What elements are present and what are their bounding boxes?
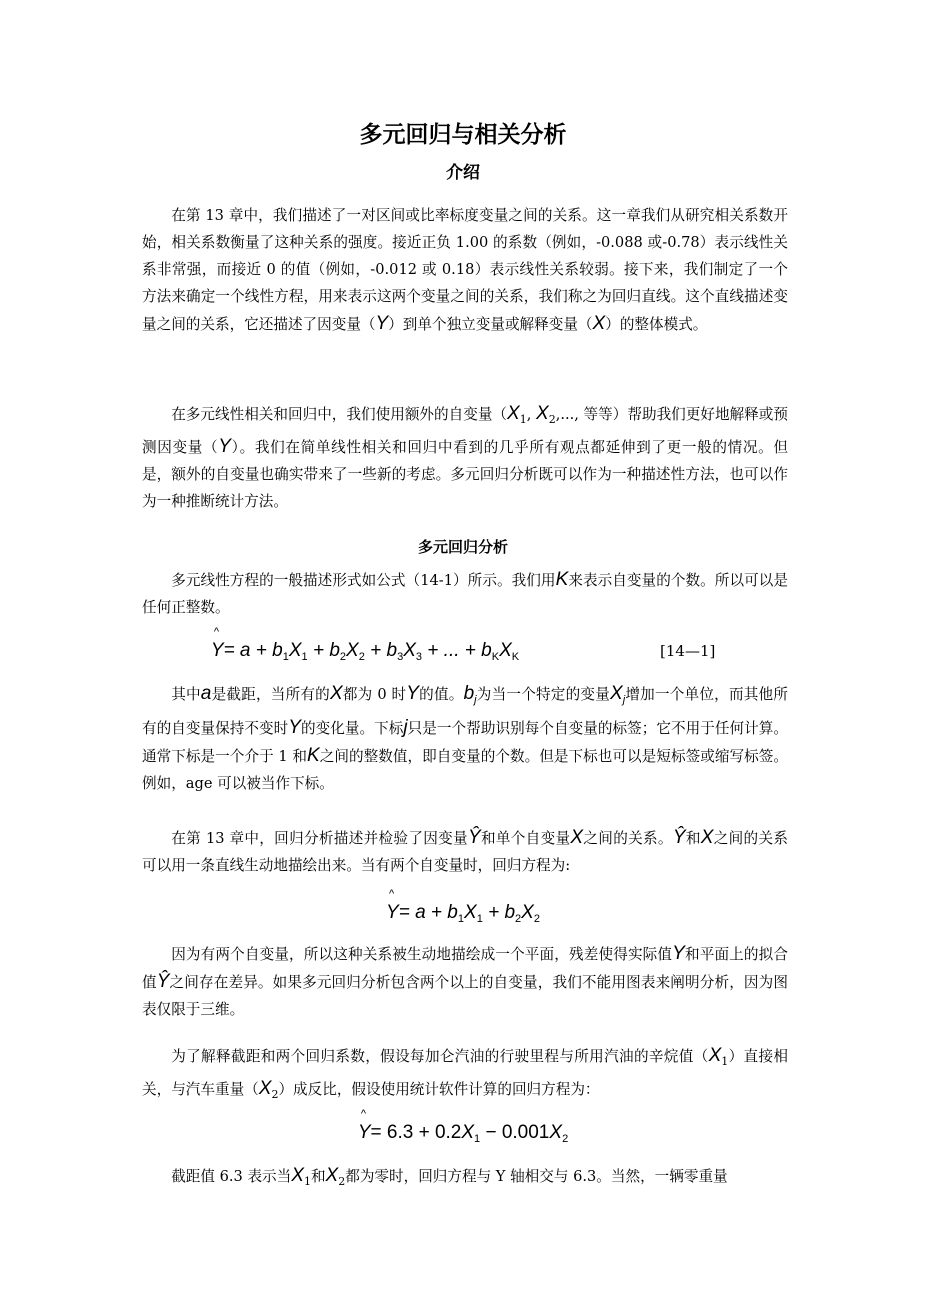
var-x: X [570,827,584,848]
paragraph-multiple-regression: 在多元线性相关和回归中，我们使用额外的自变量（$X_1$, $X_2$,..., 等等）帮助我们更好地解释或预测因变量（Y）。我们在简单线性相关和回归中看到的几乎所有观点都延伸到了更一般的情况。但是，额外的自变量也确实带来了一些新的考虑。多元回归分析既可以作为一种描述性方法，也可以作为一种推断统计方法。 [142,403,788,510]
paragraph-text: 因为有两个自变量，所以这种关系被生动地描绘成一个平面，残差使得实际值 [171,946,673,963]
var-y-hat: ^ Y [358,1122,371,1144]
subscript: 1 [476,913,483,925]
paragraph-text: ）直接相关，与汽车重量（ [142,1048,788,1098]
paragraph-text: 是截距，当所有的 [211,686,330,703]
subscript: 2 [515,913,522,925]
paragraph-text: ）成反比，假设使用统计软件计算的回归方程为： [278,1081,600,1098]
var-k: K [307,745,320,766]
subscript: j [474,694,477,706]
equation-term: = a + b [223,640,283,661]
paragraph-text: ）帮助我们更好地解释或预测因变量（ [142,406,788,456]
subscript: 1 [721,1055,729,1068]
paragraph-text: ）。我们在简单线性相关和回归中看到的几乎所有观点都延伸到了更一般的情况。但是，额外的自变量也确实带来了一些新的考虑。多元回归分析既可以作为一种描述性方法，也可以作为一种推断统计方法。 [142,439,788,510]
subscript: K [511,651,520,663]
paragraph-coefficients [142,680,788,797]
var-x: X [464,902,477,923]
paragraph-general-form [142,566,788,621]
var-x: X [461,1122,475,1143]
var-y-hat: ^ Y [386,902,399,924]
paragraph-text: 和 [685,830,701,847]
var-y: Y [406,683,419,704]
section-heading-multiple-regression: 多元回归分析 [417,538,508,556]
paragraph-text: 的变化量。下标 [300,720,404,737]
subscript: 1 [282,651,289,663]
paragraph-text: 都为 0 时 [342,686,407,703]
paragraph-text: 和平面上的拟合值 [142,946,788,991]
paragraph-text: 之间的关系。 [583,830,673,847]
var-x: X [288,640,302,661]
equation-two-variables [0,902,926,925]
subscript: 2 [562,1133,569,1145]
var-x: X [708,1045,722,1066]
paragraph-text: 的值。 [418,686,464,703]
var-x: X [521,902,534,923]
var-x: X [507,403,520,424]
paragraph-text: 增加一个单位，而其他所有的自变量保持不变时 [142,686,788,737]
var-x: X [549,1122,563,1143]
var-y: Y [288,717,301,738]
paragraph-intro [142,202,788,338]
subscript: 2 [548,413,556,426]
var-x: X [325,1165,339,1186]
var-y: Y [218,436,231,457]
equation-term: = 6.3 + 0.2 [370,1122,462,1143]
paragraph-text: 为了解释截距和两个回归系数，假设每加仑汽油的行驶里程与所用汽油的辛烷值（ [171,1048,709,1065]
paragraph-text: ,..., 等等 [555,406,613,423]
paragraph-text: 和 [310,1168,326,1185]
subscript: K [491,651,500,663]
equation-term: = a + b [398,902,458,923]
var-x: X [403,640,416,661]
subscript: 3 [415,651,423,663]
var-x: X [610,683,623,704]
paragraph-text: 多元线性方程的一般描述形式如公式（14-1）所示。我们用 [171,572,556,589]
paragraph-text: 都为零时，回归方程与 Y 轴相交与 6.3。当然，一辆零重量 [345,1168,728,1185]
subscript: 2 [271,1088,279,1101]
paragraph-text: 在第 13 章中，我们描述了一对区间或比率标度变量之间的关系。这一章我们从研究相关系数开始，相关系数衡量了这种关系的强度。接近正负 1.00 的系数（例如，-0.088 或-0.78）表示线性关系非常强，而接近 0 的值（例如，-0.012 或 0.18）表示线性关系较弱。接下来，我们制定了一个方法来确定一个线性方程，用来表示这两个变量之间的关系，我们称之为回归直线。这个直线描述变量之间的关系，它还描述了因变量（ [142,207,788,333]
var-k: K [555,569,569,590]
var-x: X [346,640,359,661]
subscript: 2 [339,651,347,663]
var-y: Y [672,943,685,964]
equation-term: + b [482,902,516,923]
paragraph-text: 之间的整数值，即自变量的个数。但是下标也可以是短标签或缩写标签。例如，age 可以被当作下标。 [142,748,788,792]
var-y: Y [375,313,389,334]
subscript: 2 [338,1175,346,1188]
paragraph-mileage-example [142,1042,788,1108]
paragraph-text: 其中 [171,686,201,703]
paragraph-text: 之间的关系可以用一条直线生动地描绘出来。当有两个自变量时，回归方程为: [142,830,788,874]
var-x: X [592,313,606,334]
subscript: 1 [301,651,308,663]
paragraph-text: 和单个自变量 [480,830,571,847]
paragraph-text: 在第 13 章中，回归分析描述并检验了因变量 [171,830,468,847]
paragraph-text: ）的整体模式。 [605,316,708,333]
var-y-hat: Ŷ [467,827,481,848]
paragraph-text: 在多元线性相关和回归中，我们使用额外的自变量（ [171,406,508,423]
equation-term: + b [307,640,340,661]
subscript: 1 [457,913,464,925]
paragraph-plane [142,940,788,1023]
equation-term: + ... + b [422,640,492,661]
equation-term: + b [364,640,398,661]
var-y-hat: ^ Y [211,640,224,662]
paragraph-text: 截距值 6.3 表示当 [171,1168,292,1185]
subscript: j [622,694,626,706]
paragraph-text: 只是一个帮助识别每个自变量的标签；它不用于任何计算。通常下标是一个介于 1 和 [142,720,788,765]
paragraph-text: ）到单个独立变量或解释变量（ [388,316,593,333]
var-x: X [291,1165,304,1186]
subscript: 2 [358,651,365,663]
var-x: X [499,640,512,661]
section-heading-intro: 介绍 [446,163,480,183]
var-y-hat: Ŷ [156,971,170,992]
paragraph-text: 之间存在差异。如果多元回归分析包含两个以上的自变量，我们不能用图表来阐明分析，因为图表仅限于三维。 [142,974,788,1018]
subscript: 3 [397,651,404,663]
equation-number: [14—1] [660,642,716,660]
var-y-hat: Ŷ [672,827,686,848]
document-title: 多元回归与相关分析 [359,122,567,148]
var-a: a [200,683,212,704]
subscript: 1 [519,413,527,426]
paragraph-two-variables [142,824,788,879]
subscript: 2 [533,913,540,925]
var-x: X [329,683,343,704]
subscript: 1 [474,1133,481,1145]
equation-mileage [0,1122,926,1145]
equation-term: − 0.001 [480,1122,550,1143]
paragraph-text: 为当一个特定的变量 [476,686,610,703]
var-b: b [463,683,475,704]
var-x: X [536,403,549,424]
paragraph-intercept [142,1162,788,1195]
var-j: j [403,717,408,738]
var-x: X [700,827,714,848]
subscript: 1 [303,1175,311,1188]
paragraph-text: 来表示自变量的个数。所以可以是任何正整数。 [142,572,788,616]
var-x: X [258,1078,272,1099]
